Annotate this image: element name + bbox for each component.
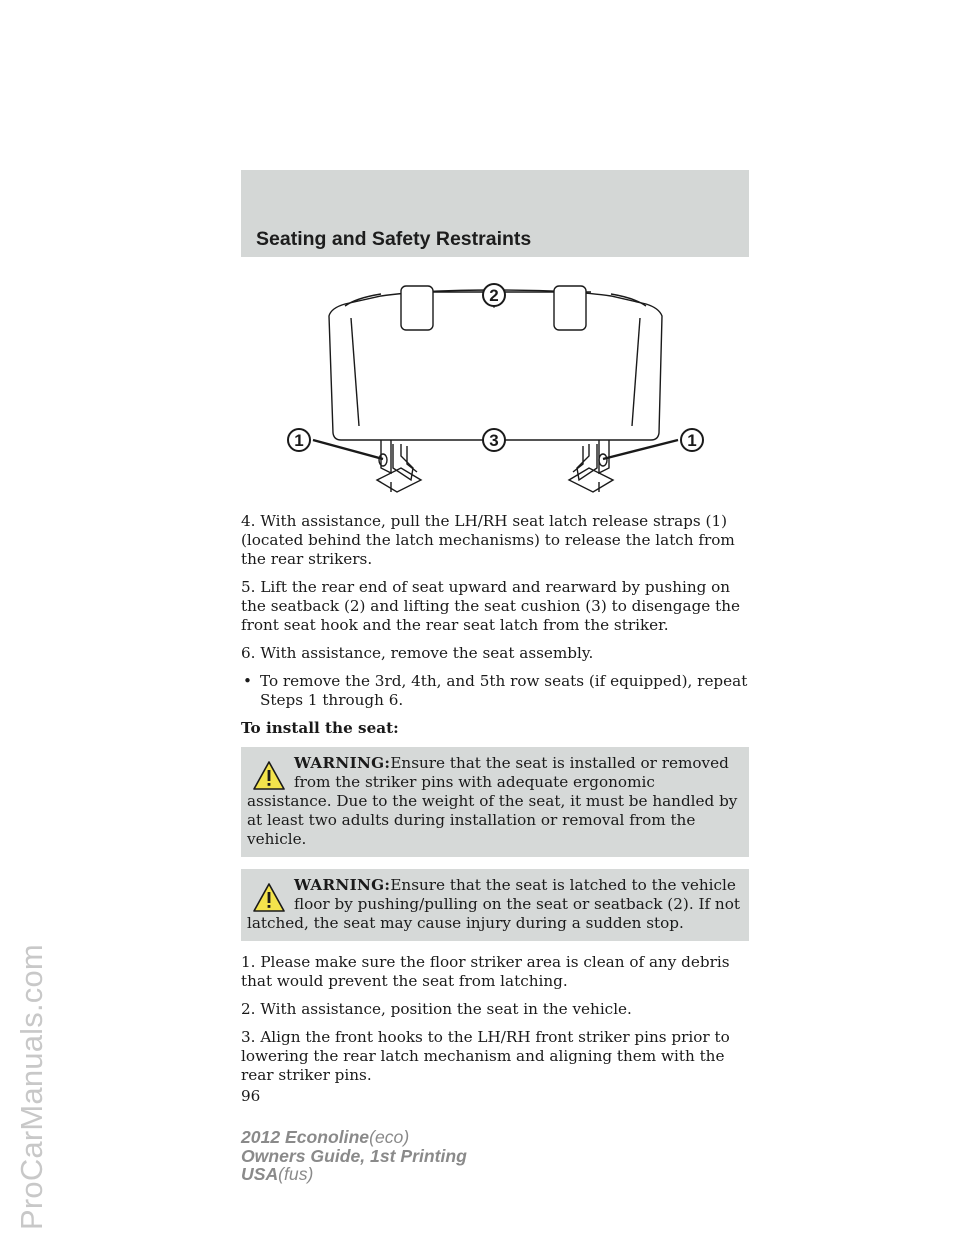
bullet-item — [241, 672, 753, 710]
warning-text: Ensure that the seat is latched to the vehicle floor by pushing/pulling on the seat or seatback (2). If not latched, the seat may cause injury during a sudden stop. — [247, 876, 740, 932]
warning-label: WARNING: — [294, 876, 391, 894]
footer-guide: Owners Guide, 1st Printing — [241, 1145, 467, 1166]
install-step-3: 3. Align the front hooks to the LH/RH front striker pins prior to lowering the rear latch mechanism and aligning them with the rear striker pins. — [241, 1028, 730, 1084]
warning-triangle-icon — [252, 760, 286, 792]
callout-latch-left: 1 — [294, 431, 304, 450]
page-number: 96 — [241, 1087, 261, 1105]
install-step-2: 2. With assistance, position the seat in the vehicle. — [241, 1000, 632, 1018]
install-heading: To install the seat: — [241, 719, 399, 737]
bullet-text: To remove the 3rd, 4th, and 5th row seats (if equipped), repeat Steps 1 through 6. — [260, 672, 748, 709]
warning-text: Ensure that the seat is installed or removed from the striker pins with adequate ergonomic assistance. Due to the weight of the seat, it must be handled by at least two adults during installation or removal from the vehicle. — [247, 754, 738, 848]
document-footer — [241, 1128, 467, 1184]
callout-seatback: 2 — [489, 286, 499, 305]
step-6: 6. With assistance, remove the seat assembly. — [241, 644, 594, 662]
footer-market: USA — [241, 1164, 279, 1184]
install-step-1: 1. Please make sure the floor striker area is clean of any debris that would prevent the seat from latching. — [241, 953, 730, 990]
warning-box-1 — [241, 747, 749, 857]
callout-latch-right: 1 — [687, 431, 697, 450]
step-4: 4. With assistance, pull the LH/RH seat latch release straps (1) (located behind the latch mechanisms) to release the latch from the rear strikers. — [241, 512, 735, 568]
watermark: ProCarManuals.com — [14, 944, 49, 1230]
warning-label: WARNING: — [294, 754, 391, 772]
section-title: Seating and Safety Restraints — [256, 228, 532, 250]
body-content — [241, 512, 753, 1106]
warning-box-2 — [241, 869, 749, 941]
seat-figure — [241, 268, 749, 508]
footer-model: 2012 Econoline — [241, 1127, 370, 1147]
seat-illustration — [241, 268, 749, 508]
warning-triangle-icon — [252, 882, 286, 914]
footer-market-code: (fus) — [278, 1164, 314, 1184]
footer-model-code: (eco) — [369, 1127, 410, 1147]
bullet-mark: • — [243, 672, 252, 690]
callout-cushion: 3 — [489, 431, 499, 450]
section-header — [241, 170, 749, 257]
step-5: 5. Lift the rear end of seat upward and rearward by pushing on the seatback (2) and lifting the seat cushion (3) to disengage the front seat hook and the rear seat latch from the striker. — [241, 578, 740, 634]
